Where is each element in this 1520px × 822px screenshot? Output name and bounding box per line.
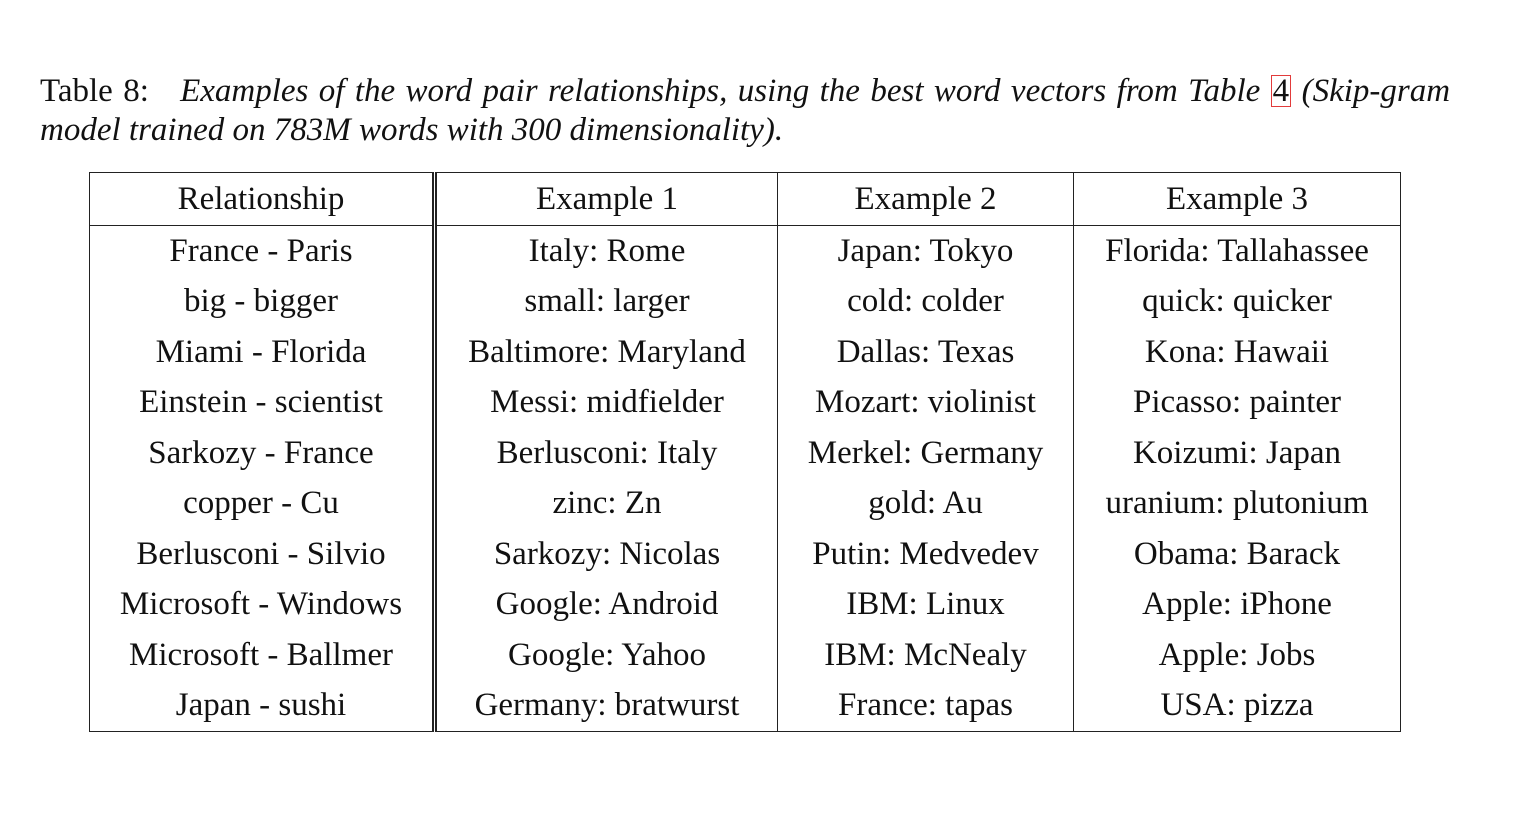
example-cell: Google: Yahoo <box>435 630 778 681</box>
example-cell: France: tapas <box>778 681 1074 732</box>
example-cell: gold: Au <box>778 479 1074 530</box>
example-cell: Florida: Tallahassee <box>1074 226 1401 277</box>
header-example-3: Example 3 <box>1074 173 1401 226</box>
relationship-cell: Japan - sushi <box>90 681 435 732</box>
header-example-1: Example 1 <box>435 173 778 226</box>
example-cell: Apple: iPhone <box>1074 580 1401 631</box>
example-cell: Koizumi: Japan <box>1074 428 1401 479</box>
caption-text: Examples of the word pair relationships, using the best word vectors from Table <box>180 73 1261 109</box>
table-row <box>90 378 1401 429</box>
table-row <box>90 529 1401 580</box>
example-cell: cold: colder <box>778 277 1074 328</box>
relationship-cell: Einstein - scientist <box>90 378 435 429</box>
example-cell: Italy: Rome <box>435 226 778 277</box>
caption-label: Table 8: <box>40 73 149 109</box>
relationship-cell: Sarkozy - France <box>90 428 435 479</box>
table-caption <box>40 72 1450 150</box>
example-cell: Japan: Tokyo <box>778 226 1074 277</box>
header-relationship: Relationship <box>90 173 435 226</box>
example-cell: zinc: Zn <box>435 479 778 530</box>
table-row <box>90 580 1401 631</box>
relationship-cell: Microsoft - Windows <box>90 580 435 631</box>
example-cell: Putin: Medvedev <box>778 529 1074 580</box>
example-cell: quick: quicker <box>1074 277 1401 328</box>
example-cell: USA: pizza <box>1074 681 1401 732</box>
example-cell: IBM: Linux <box>778 580 1074 631</box>
table-row <box>90 681 1401 732</box>
relationship-cell: big - bigger <box>90 277 435 328</box>
table-row <box>90 428 1401 479</box>
table-row <box>90 226 1401 277</box>
relationship-cell: Miami - Florida <box>90 327 435 378</box>
word-pair-relationships-table <box>89 172 1401 732</box>
table-row <box>90 630 1401 681</box>
example-cell: Dallas: Texas <box>778 327 1074 378</box>
example-cell: uranium: plutonium <box>1074 479 1401 530</box>
table-header-row <box>90 173 1401 226</box>
example-cell: small: larger <box>435 277 778 328</box>
relationship-cell: Microsoft - Ballmer <box>90 630 435 681</box>
header-example-2: Example 2 <box>778 173 1074 226</box>
example-cell: Merkel: Germany <box>778 428 1074 479</box>
relationship-cell: copper - Cu <box>90 479 435 530</box>
table-row <box>90 479 1401 530</box>
example-cell: Picasso: painter <box>1074 378 1401 429</box>
example-cell: Google: Android <box>435 580 778 631</box>
example-cell: IBM: McNealy <box>778 630 1074 681</box>
example-cell: Apple: Jobs <box>1074 630 1401 681</box>
example-cell: Berlusconi: Italy <box>435 428 778 479</box>
relationship-cell: France - Paris <box>90 226 435 277</box>
results-table-container <box>89 172 1401 732</box>
relationship-cell: Berlusconi - Silvio <box>90 529 435 580</box>
example-cell: Mozart: violinist <box>778 378 1074 429</box>
caption-text-continued: (Skip-gram model trained on 783M words with 300 dimensionality). <box>40 73 1451 148</box>
table-row <box>90 327 1401 378</box>
example-cell: Kona: Hawaii <box>1074 327 1401 378</box>
example-cell: Messi: midfielder <box>435 378 778 429</box>
table-row <box>90 277 1401 328</box>
example-cell: Sarkozy: Nicolas <box>435 529 778 580</box>
table-reference-link[interactable]: 4 <box>1272 73 1290 109</box>
example-cell: Germany: bratwurst <box>435 681 778 732</box>
example-cell: Baltimore: Maryland <box>435 327 778 378</box>
example-cell: Obama: Barack <box>1074 529 1401 580</box>
